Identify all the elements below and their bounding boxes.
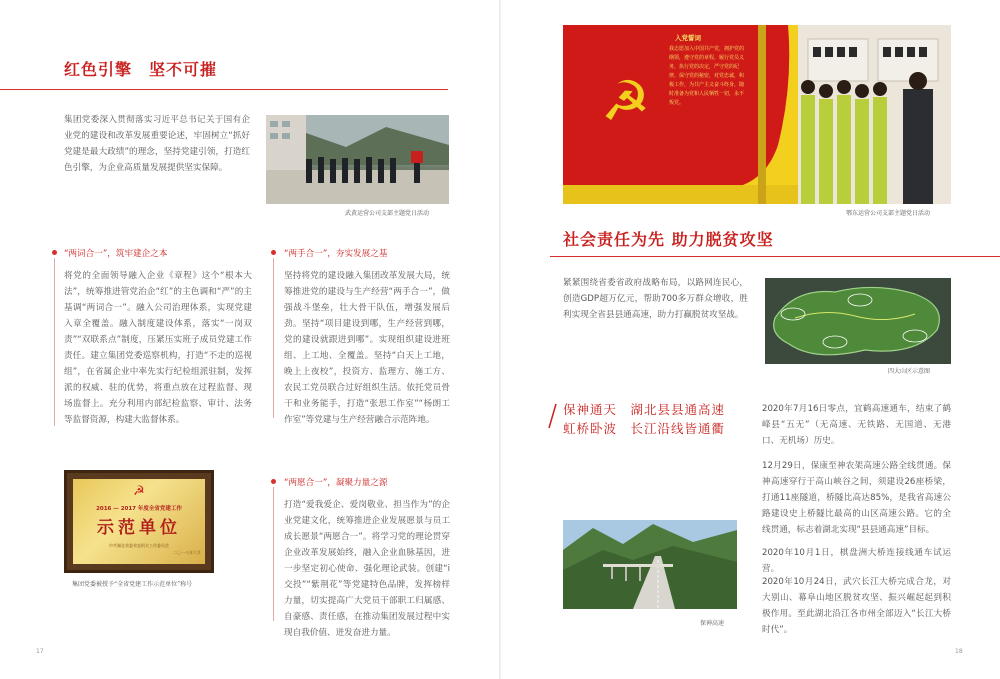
right-paragraph-2: 12月29日，保康至神农架高速公路全线贯通。保神高速穿行于高山峡谷之间，须建设26座桥梁，打通11座隧道，桥隧比高达85%，是我省高速公路建设史上桥隧比最高的山区高速公路。它的全线贯通，标志着湖北实现“县县通高速”目标。 xyxy=(762,461,951,535)
photo-top-caption: 鄂东运营公司支部主题党日活动 xyxy=(846,210,931,217)
block1-text: 将党的全面领导融入企业《章程》这个“根本大法”，统筹推进管党治企“红”的主色调和“严”的主基调“两词合一”。融入公司治理体系，实现党建入章全覆盖。融入制度建设体系，落实“一岗双责”“双联系点”制度，压紧压实班子成员党建工作责任。建立集团党委巡察机构，打造“不走的巡视组”，在省属企业中率先实行纪检组派驻制，发挥派的权威、驻的优势，将重点放在过程监督、现场监督上。充分利用内部纪检监察、审计、法务等监督资源，构建大监督体系。 xyxy=(64,271,252,425)
photo-highway xyxy=(563,520,737,609)
right-section-title: 社会责任为先 助力脱贫攻坚 xyxy=(563,230,774,249)
block1-dot xyxy=(52,250,57,255)
left-section-title: 红色引擎 坚不可摧 xyxy=(64,60,218,79)
block1-vline xyxy=(54,258,55,426)
photo-oath-wall-art xyxy=(563,25,951,204)
plaque-years: 2016 — 2017 年度全省党建工作 xyxy=(96,506,182,512)
block3-text: 打造“爱我爱企、爱岗敬业、担当作为”的企业党建文化，统筹推进企业发展愿景与员工成长愿景“两愿合一”。将学习党的理论贯穿企业改革发展始终，融入企业血脉基因，进一步坚定初心使命、强化理论武装。创建“i交投”“紫荆花”等党建特色品牌，发挥榜样力量，切实提高广大党员干部职工归属感、自豪感、责任感，在推动集团发展过程中实现自我价值、迸发奋进力量。 xyxy=(284,500,450,638)
award-plaque xyxy=(64,470,214,573)
block1-title: “两词合一”，筑牢建企之本 xyxy=(64,249,168,259)
oath-board-title: 入党誓词 xyxy=(675,34,701,42)
block2-text: 坚持将党的建设融入集团改革发展大局，统筹推进党的建设与生产经营“两手合一”，做强战斗堡垒，壮大骨干队伍，增强发展后劲。坚持“项目建设到哪，生产经营到哪，党的建设就跟进到哪”。实现组织建设进班组、上工地、全覆盖。坚持“白天上工地，晚上上夜校”，投资方、监理方、施工方、农民工党员联合过好组织生活。依托党员骨干和业务能手，打造“张思工作室”“杨朗工作室”等党建与生产经营融合示范阵地。 xyxy=(284,271,450,425)
slash-title-line1: 保神通天 湖北县县通高速 xyxy=(563,402,726,417)
block3-dot xyxy=(271,479,276,484)
photo-mountain-map xyxy=(765,278,951,364)
photo1-caption: 武黄运营公司支部主题党日活动 xyxy=(345,210,430,217)
photo-outdoor-oath-art xyxy=(266,115,449,204)
plaque-main-text: 示范单位 xyxy=(97,518,181,538)
right-title-rule xyxy=(550,256,1000,257)
photo-outdoor-oath xyxy=(266,115,449,204)
plaque-caption: 集团党委被授予“全省党建工作示范单位”称号 xyxy=(72,581,193,588)
right-page-number: 18 xyxy=(955,648,963,655)
right-paragraph-4: 2020年10月24日，武穴长江大桥完成合龙，对大别山、幕阜山地区脱贫攻坚、振兴崛起起到积极作用。至此湖北沿江各市州全部迈入“长江大桥时代”。 xyxy=(762,577,951,635)
right-paragraph-3: 2020年10月1日，棋盘洲大桥连接线通车试运营。 xyxy=(762,548,951,574)
block2-vline xyxy=(273,258,274,418)
slash-icon xyxy=(548,403,557,429)
party-emblem-icon: ☭ xyxy=(133,484,145,499)
page-spine xyxy=(499,0,501,679)
highway-caption: 保神高速 xyxy=(700,620,725,627)
left-intro-text: 集团党委深入贯彻落实习近平总书记关于国有企业党的建设和改革发展重要论述，牢固树立“抓好党建是最大政绩”的理念，坚持党建引领，打造红色引擎，为企业高质量发展提供坚实保障。 xyxy=(64,115,250,173)
left-page-number: 17 xyxy=(36,648,44,655)
slash-icon-art xyxy=(548,403,557,429)
block3-title: “两愿合一”，凝聚力量之源 xyxy=(284,478,388,488)
svg-text:☭: ☭ xyxy=(601,69,651,133)
block2-dot xyxy=(271,250,276,255)
slash-title-line2: 虹桥卧波 长江沿线皆通衢 xyxy=(563,421,726,436)
map-caption: 四大山区示意图 xyxy=(888,368,931,375)
oath-board-text: 我志愿加入中国共产党，拥护党的纲领，遵守党的章程，履行党员义务，执行党的决定，严守党的纪律，保守党的秘密，对党忠诚，积极工作，为共产主义奋斗终身，随时准备为党和人民牺牲一切，永不叛党。 xyxy=(669,46,745,106)
right-paragraph-1: 2020年7月16日零点，宜鹤高速通车，结束了鹤峰县“五无”（无高速、无铁路、无国道、无港口、无机场）历史。 xyxy=(762,404,951,446)
photo-oath-wall xyxy=(563,25,951,204)
left-title-rule xyxy=(0,89,448,90)
right-intro-text: 紧紧围绕省委省政府战略布局，以路网连民心，创造GDP超万亿元，帮助700多万群众增收，胜利实现全省县县通高速，助力打赢脱贫攻坚战。 xyxy=(563,278,748,320)
photo-mountain-map-art xyxy=(765,278,951,364)
block2-title: “两手合一”，夯实发展之基 xyxy=(284,249,388,259)
photo-highway-art xyxy=(563,520,737,609)
plaque-date: 二〇一八年六月 xyxy=(173,550,201,555)
plaque-issuer: 中共湖北省委省直机关工作委员会 xyxy=(109,543,169,548)
block3-vline xyxy=(273,487,274,621)
